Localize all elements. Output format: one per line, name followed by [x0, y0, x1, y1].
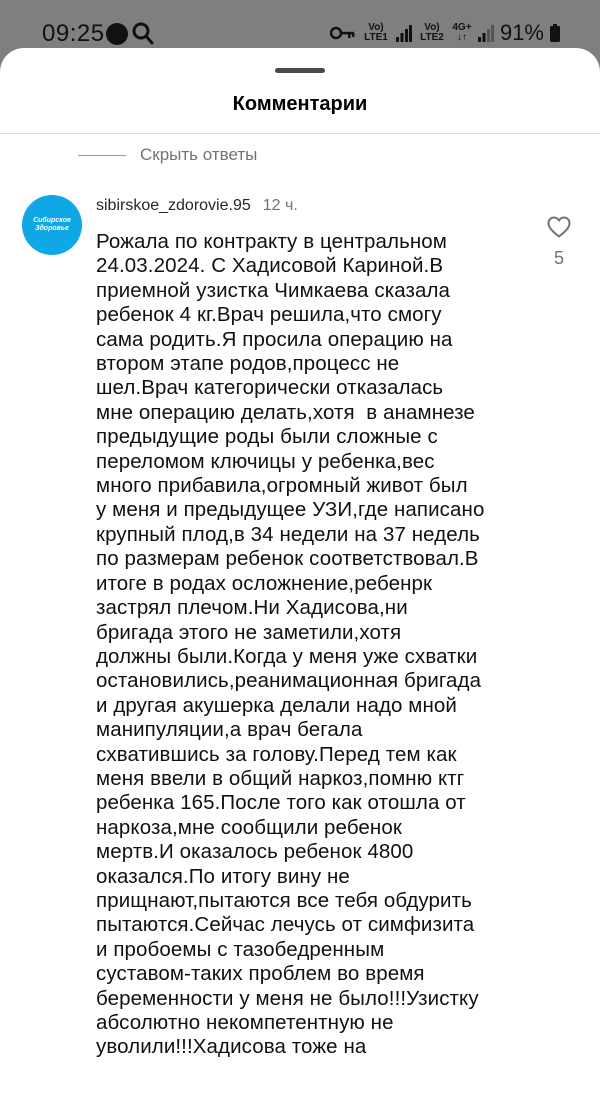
comment-text-line: шел.Врач категорически отказалась [96, 376, 444, 400]
drag-handle[interactable] [275, 68, 325, 73]
comment-text-line: уволили!!!Хадисова тоже на [96, 1035, 367, 1059]
comment-username[interactable]: sibirskoe_zdorovie.95 [96, 197, 251, 214]
status-indicators [330, 18, 560, 48]
comment-text-line: абсолютно некомпетентную не [96, 1011, 394, 1034]
comment-text-line: схватившись за голову.Перед тем как [96, 742, 457, 766]
comment-text-line: приемной узистка Чимкаева сказала [96, 278, 451, 302]
comment-text-line: итоге в родах осложнение,ребенрк [96, 571, 433, 595]
hide-replies-button[interactable] [78, 144, 257, 166]
sim2-indicator: Vo) LTE2 [420, 22, 444, 43]
comment-text-line: пытаются.Сейчас лечусь от симфизита [96, 913, 475, 937]
comment-text-line: оказался.По итогу вину не [96, 864, 350, 888]
comment-text-line: Рожала по контракту в центральном [96, 230, 447, 253]
comment-text-line: мне операцию делать,хотя в анамнезе [96, 400, 475, 424]
comment-text-line: втором этапе родов,процесс не [96, 352, 400, 376]
comment-text-line: манипуляции,а врач бегала [96, 718, 363, 742]
status-time: 09:25 [42, 20, 105, 47]
comment-text-line: сама родить.Я просила операцию на [96, 327, 453, 351]
comment-text-line: предыдущие роды были сложные с [96, 425, 438, 449]
comment-text-line: должны были.Когда у меня уже схватки [96, 644, 478, 668]
comment-text-line: ребенок 4 кг.Врач решила,что смогу [96, 303, 442, 327]
comment-text-line: 24.03.2024. С Хадисовой Кариной.В [96, 254, 444, 278]
comment-text-line: бригада этого не заметили,хотя [96, 620, 402, 644]
comment-timestamp: 12 ч. [262, 197, 298, 214]
comments-sheet [0, 48, 600, 1116]
comment-text-line: наркоза,мне сообщили ребенок [96, 815, 402, 839]
comment-text-line: крупный плод,в 34 недели на 37 недель [96, 522, 480, 546]
hide-replies-label: Скрыть ответы [140, 145, 258, 164]
comment-text-line: по размерам ребенок соответствовал.В [96, 547, 479, 571]
like-count: 5 [553, 248, 564, 268]
comment-text-line: застрял плечом.Ни Хадисова,ни [96, 596, 408, 620]
key-icon [330, 25, 356, 41]
avatar-logo-text: Сибирское [33, 217, 71, 224]
divider [0, 133, 600, 134]
comment-text-line: остановились,реанимационная бригада [96, 669, 482, 693]
comment-header [96, 197, 298, 219]
avatar[interactable] [22, 195, 82, 255]
comment-text-line: и другая акушерка делали надо мной [96, 693, 457, 717]
sheet-title: Комментарии [232, 93, 368, 115]
comment-text-line: и пробоемы с тазобедренным [96, 937, 385, 961]
battery-icon [550, 24, 560, 42]
sim1-indicator: Vo) LTE1 [364, 22, 388, 43]
comment-text [96, 230, 526, 1060]
avatar-logo-text: Здоровье [35, 225, 69, 232]
comment-text-line: у меня и предыдущее УЗИ,где написано [96, 498, 485, 522]
signal-bars-icon [396, 24, 412, 42]
comment-text-line: суставом-таких проблем во время [96, 962, 425, 986]
signal-bars-icon [478, 24, 494, 42]
record-dot-icon [106, 23, 128, 45]
search-icon [132, 22, 154, 46]
comment-text-line: мертв.И оказалось ребенок 4800 [96, 840, 414, 864]
network-type-indicator: 4G+ ↓↑ [452, 22, 472, 43]
comment-text-line: беременности у меня не было!!!Узистку [96, 986, 479, 1010]
comment-text-line: ребенка 165.После того как отошла от [96, 791, 466, 815]
battery-percent: 91% [499, 20, 544, 45]
heart-icon[interactable] [547, 216, 571, 238]
comment-text-line: много прибавила,огромный живот был [96, 474, 468, 498]
comment-text-line: переломом ключицы у ребенка,вес [96, 449, 435, 473]
comment-text-line: меня ввели в общий наркоз,помню ктг [96, 766, 465, 790]
comment-text-line: прищнают,пытаются все тебя обдурить [96, 888, 472, 912]
hide-replies-line [78, 155, 126, 156]
